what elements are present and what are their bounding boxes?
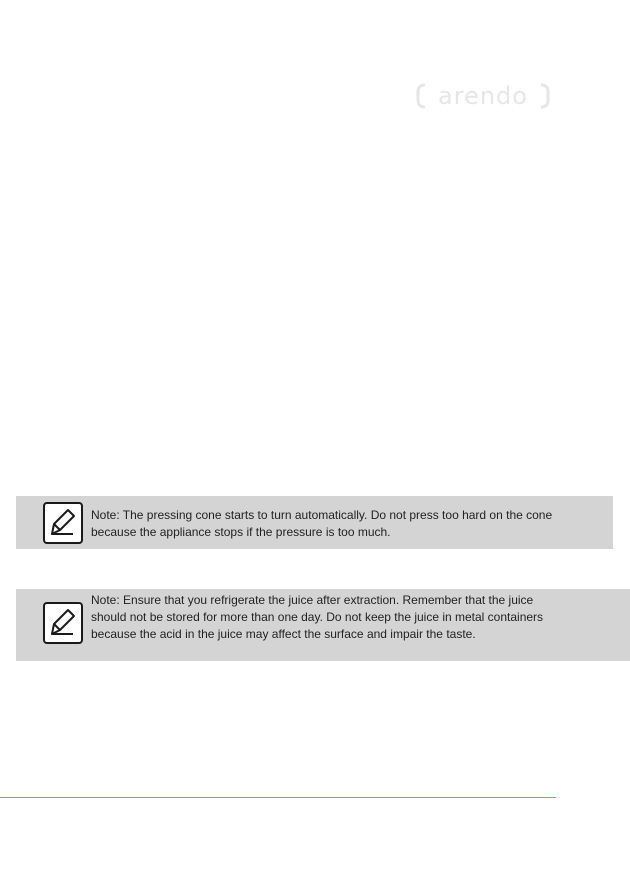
arendo-logo (416, 82, 550, 110)
footer-divider (0, 797, 556, 798)
svg-text:arendo: arendo (438, 82, 528, 110)
note-pencil-icon (43, 602, 83, 644)
note-text: Note: The pressing cone starts to turn automatically. Do not press too hard on the cone because the appliance stops if the pressure is too much. (91, 508, 553, 539)
note-box-refrigerate (16, 589, 630, 661)
note-text: Note: Ensure that you refrigerate the juice after extraction. Remember that the juice should not be stored for more than one day. Do not keep the juice in metal containers because the acid in the juice may affect the surface and impair the taste. (91, 593, 544, 641)
note-pencil-icon (43, 502, 83, 544)
note-box-cone (16, 496, 613, 549)
